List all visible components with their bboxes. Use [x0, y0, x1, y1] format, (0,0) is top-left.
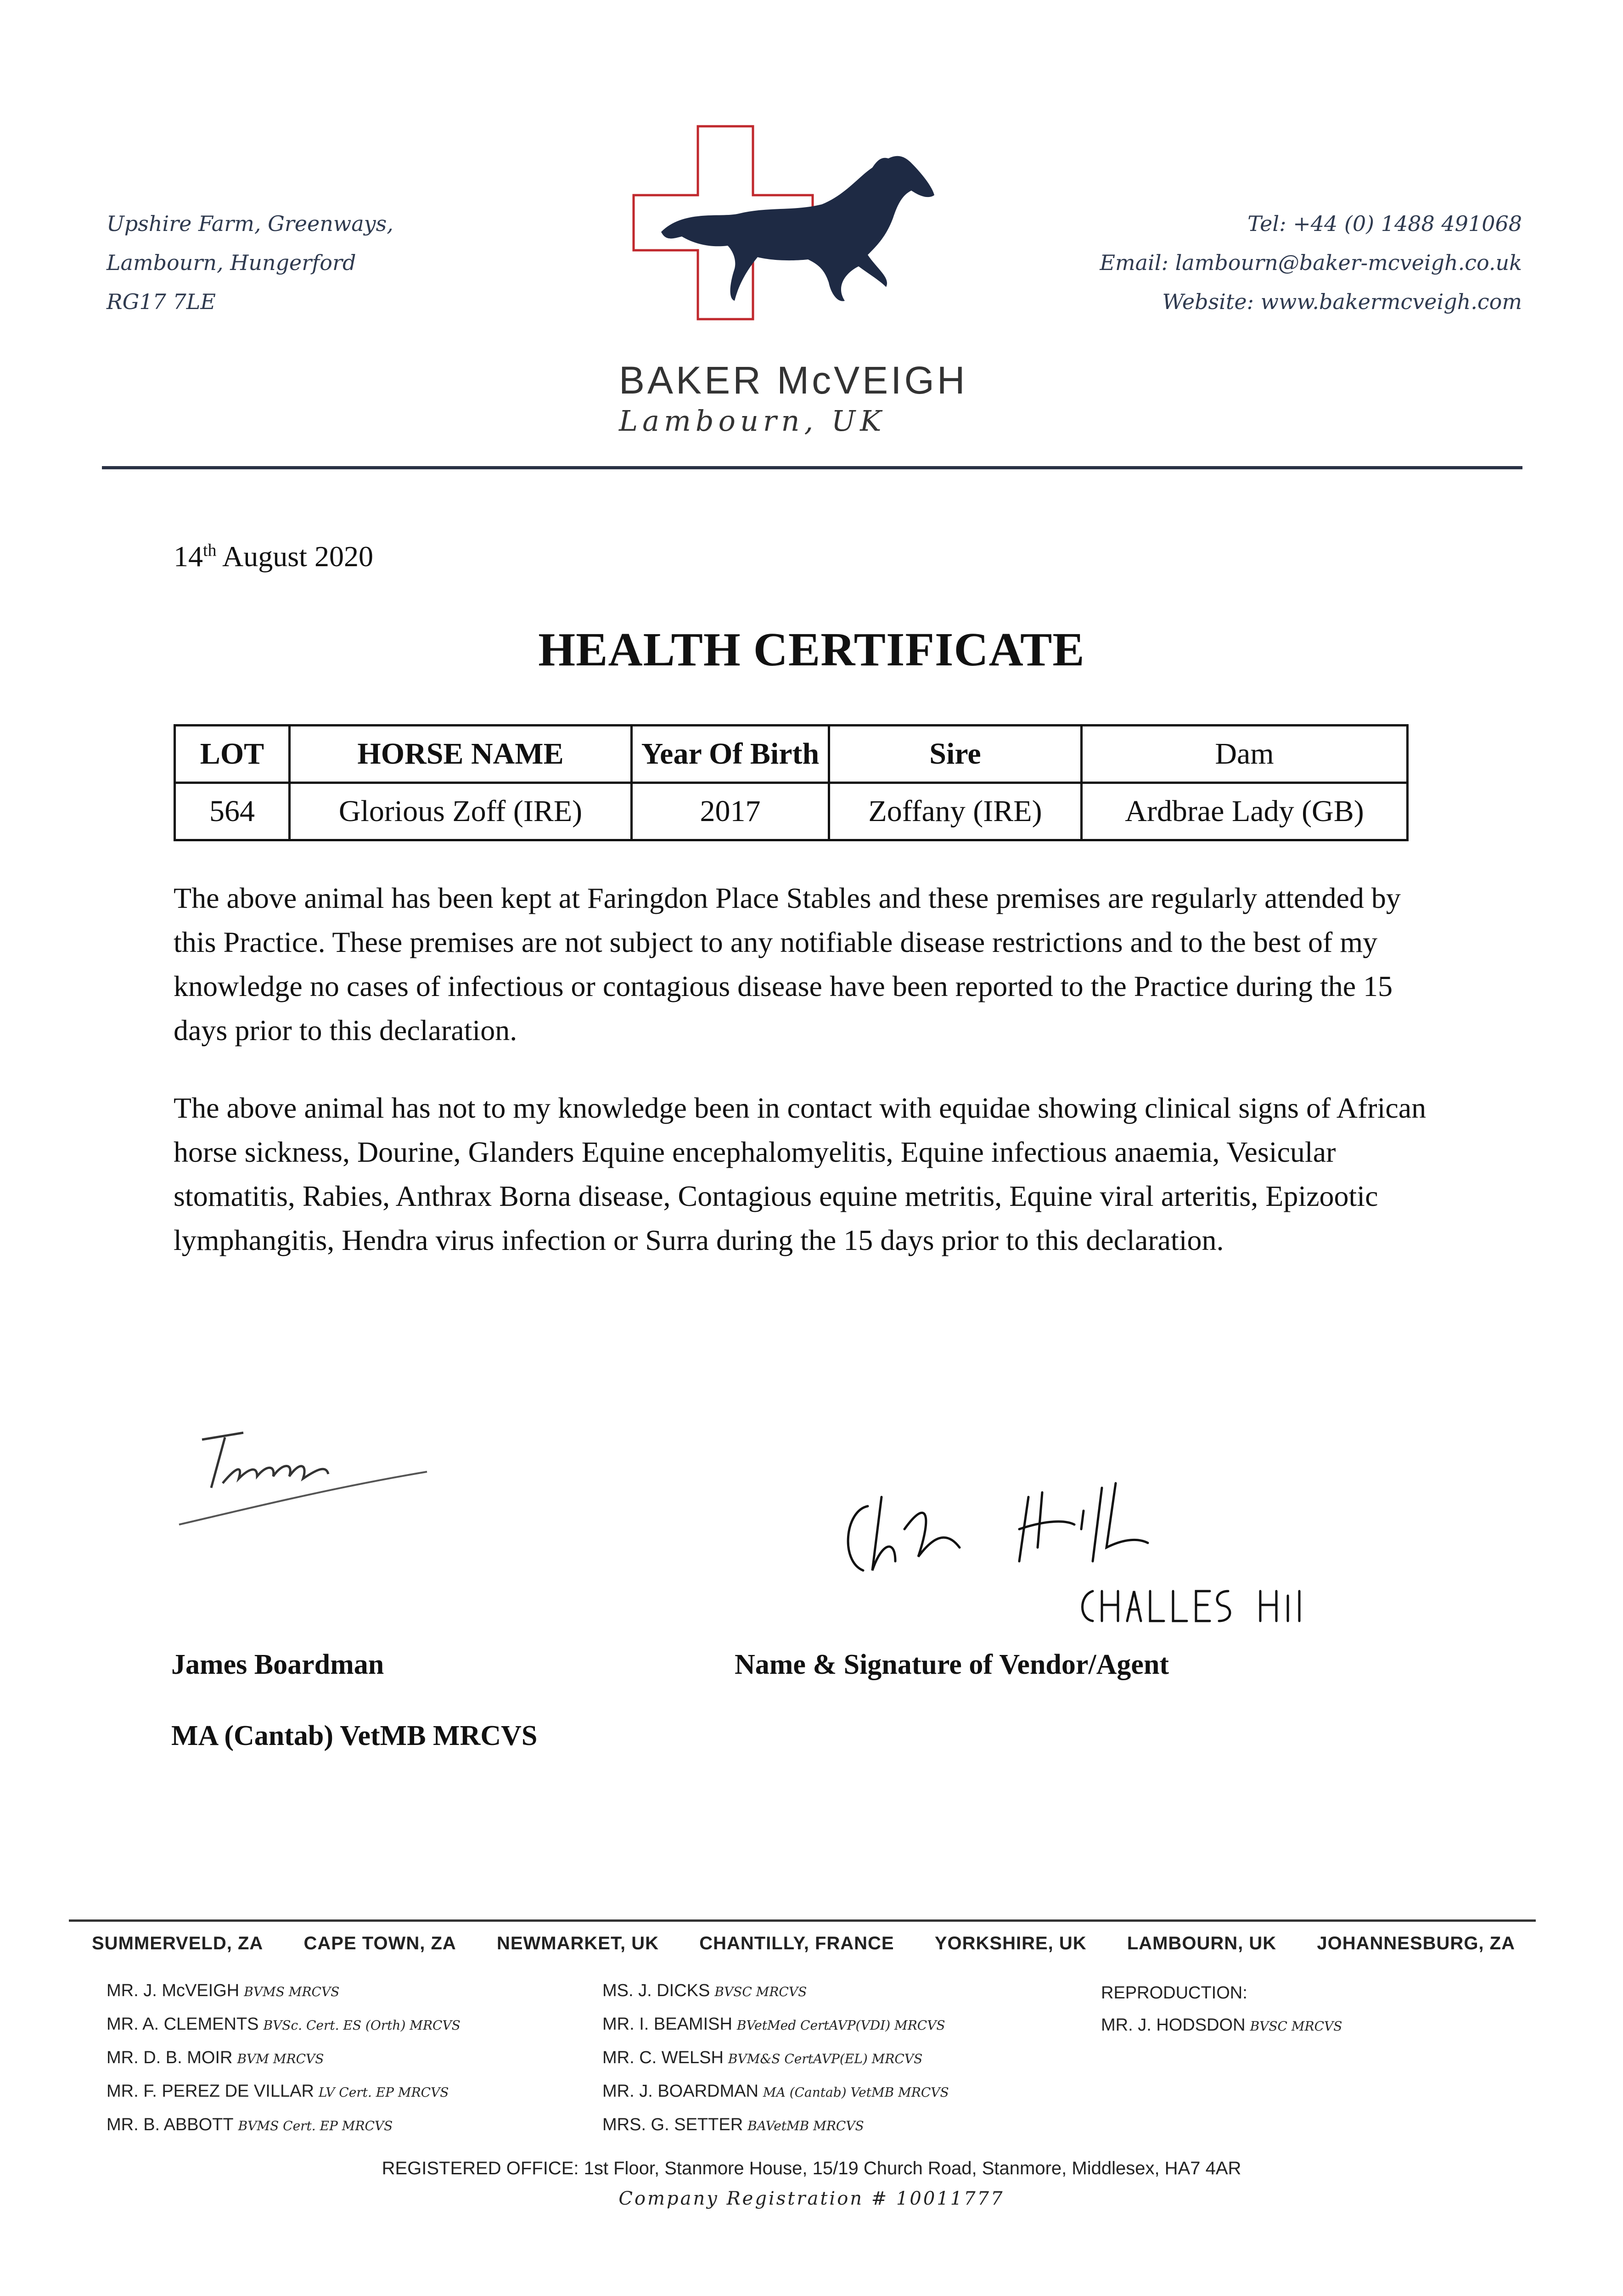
- date-rest: August 2020: [222, 540, 373, 573]
- page-title: HEALTH CERTIFICATE: [538, 623, 1085, 676]
- table-row: [175, 783, 1408, 840]
- address-line: Upshire Farm, Greenways,: [107, 211, 393, 236]
- address-line: RG17 7LE: [107, 289, 216, 314]
- cell-horse-name: Glorious Zoff (IRE): [290, 783, 632, 840]
- horse-table: [174, 724, 1409, 841]
- contact-email: Email: lambourn@baker-mcveigh.co.uk: [1100, 250, 1522, 275]
- letterhead-address: [107, 204, 393, 321]
- agent-signature: [826, 1469, 1175, 1589]
- city: CHANTILLY, FRANCE: [699, 1933, 894, 1953]
- logo: [629, 122, 978, 328]
- agent-signature-icon: [826, 1469, 1175, 1589]
- cell-year-of-birth: 2017: [632, 783, 829, 840]
- letterhead-contact: [1010, 204, 1522, 321]
- date-suffix: th: [203, 540, 217, 560]
- reproduction-label: REPRODUCTION:: [1101, 1983, 1247, 2003]
- horse-cross-logo-icon: [629, 122, 978, 328]
- footer-cities: [92, 1933, 1515, 1954]
- vet-qualifications: MA (Cantab) VetMB MRCVS: [171, 1720, 538, 1751]
- city: SUMMERVELD, ZA: [92, 1933, 264, 1953]
- col-horse-name: HORSE NAME: [290, 726, 632, 783]
- table-header-row: [175, 726, 1408, 783]
- city: NEWMARKET, UK: [496, 1933, 659, 1953]
- footer-divider: [69, 1919, 1536, 1922]
- staff-member: MR. J. McVEIGH BVMS MRCVS: [107, 1981, 340, 2000]
- paragraph-contact: The above animal has not to my knowledge been in contact with equidae showing clinical signs of African horse sickness, Dourine, Glanders Equine encephalomyelitis, Equine infectious anaemia, Vesicular stomatitis, Rabies, Anthrax Borna disease, Contagious equine metritis, Equine viral arteritis, Epizootic lymphangitis, Hendra virus infection or Surra during the 15 days prior to this declaration.: [174, 1092, 1426, 1256]
- date-day: 14: [174, 540, 203, 573]
- col-lot: LOT: [175, 726, 290, 783]
- cell-dam: Ardbrae Lady (GB): [1082, 783, 1408, 840]
- certificate-date: [174, 540, 373, 574]
- staff-column-3: [1101, 1977, 1342, 2043]
- staff-member: MS. J. DICKS BVSC MRCVS: [602, 1981, 807, 2000]
- staff-member: MR. I. BEAMISH BVetMed CertAVP(VDI) MRCVS: [602, 2015, 945, 2034]
- staff-member: MR. A. CLEMENTS BVSc. Cert. ES (Orth) MRCVS: [107, 2015, 461, 2034]
- vet-name: James Boardman: [171, 1649, 384, 1680]
- registered-office: REGISTERED OFFICE: 1st Floor, Stanmore House, 15/19 Church Road, Stanmore, Middlesex, HA7 4AR: [382, 2158, 1241, 2178]
- vet-signature: [170, 1419, 436, 1538]
- col-dam: Dam: [1082, 726, 1408, 783]
- agent-label: Name & Signature of Vendor/Agent: [735, 1649, 1169, 1680]
- staff-member: MR. F. PEREZ DE VILLAR LV Cert. EP MRCVS: [107, 2082, 449, 2101]
- staff-member: MR. C. WELSH BVM&S CertAVP(EL) MRCVS: [602, 2048, 923, 2067]
- brand-name: BAKER McVEIGH: [619, 359, 968, 402]
- cell-sire: Zoffany (IRE): [829, 783, 1082, 840]
- company-registration: Company Registration # 10011777: [618, 2188, 1005, 2209]
- agent-handwritten-name-icon: [1074, 1577, 1313, 1628]
- city: CAPE TOWN, ZA: [303, 1933, 456, 1953]
- address-line: Lambourn, Hungerford: [107, 250, 356, 275]
- col-year-of-birth: Year Of Birth: [632, 726, 829, 783]
- staff-member: MR. J. HODSDON BVSC MRCVS: [1101, 2015, 1342, 2035]
- contact-website: Website: www.bakermcveigh.com: [1162, 289, 1522, 314]
- city: YORKSHIRE, UK: [934, 1933, 1087, 1953]
- staff-member: MR. B. ABBOTT BVMS Cert. EP MRCVS: [107, 2115, 393, 2134]
- paragraph-premises: The above animal has been kept at Faringdon Place Stables and these premises are regularly attended by this Practice. These premises are not subject to any notifiable disease restrictions and to the best of my knowledge no cases of infectious or contagious disease have been reported to the Practice during the 15 days prior to this declaration.: [174, 882, 1401, 1047]
- agent-handwritten-name: [1074, 1577, 1313, 1628]
- city: JOHANNESBURG, ZA: [1317, 1933, 1515, 1953]
- header-divider: [102, 466, 1522, 469]
- staff-column-2: [602, 1975, 949, 2142]
- staff-member: MR. D. B. MOIR BVM MRCVS: [107, 2048, 324, 2067]
- staff-column-1: [107, 1975, 461, 2142]
- col-sire: Sire: [829, 726, 1082, 783]
- staff-member: MRS. G. SETTER BAVetMB MRCVS: [602, 2115, 864, 2134]
- city: LAMBOURN, UK: [1127, 1933, 1277, 1953]
- brand-location: Lambourn, UK: [619, 404, 886, 438]
- contact-phone: Tel: +44 (0) 1488 491068: [1247, 211, 1522, 236]
- staff-member: MR. J. BOARDMAN MA (Cantab) VetMB MRCVS: [602, 2082, 949, 2101]
- cell-lot: 564: [175, 783, 290, 840]
- vet-signature-icon: [170, 1419, 436, 1538]
